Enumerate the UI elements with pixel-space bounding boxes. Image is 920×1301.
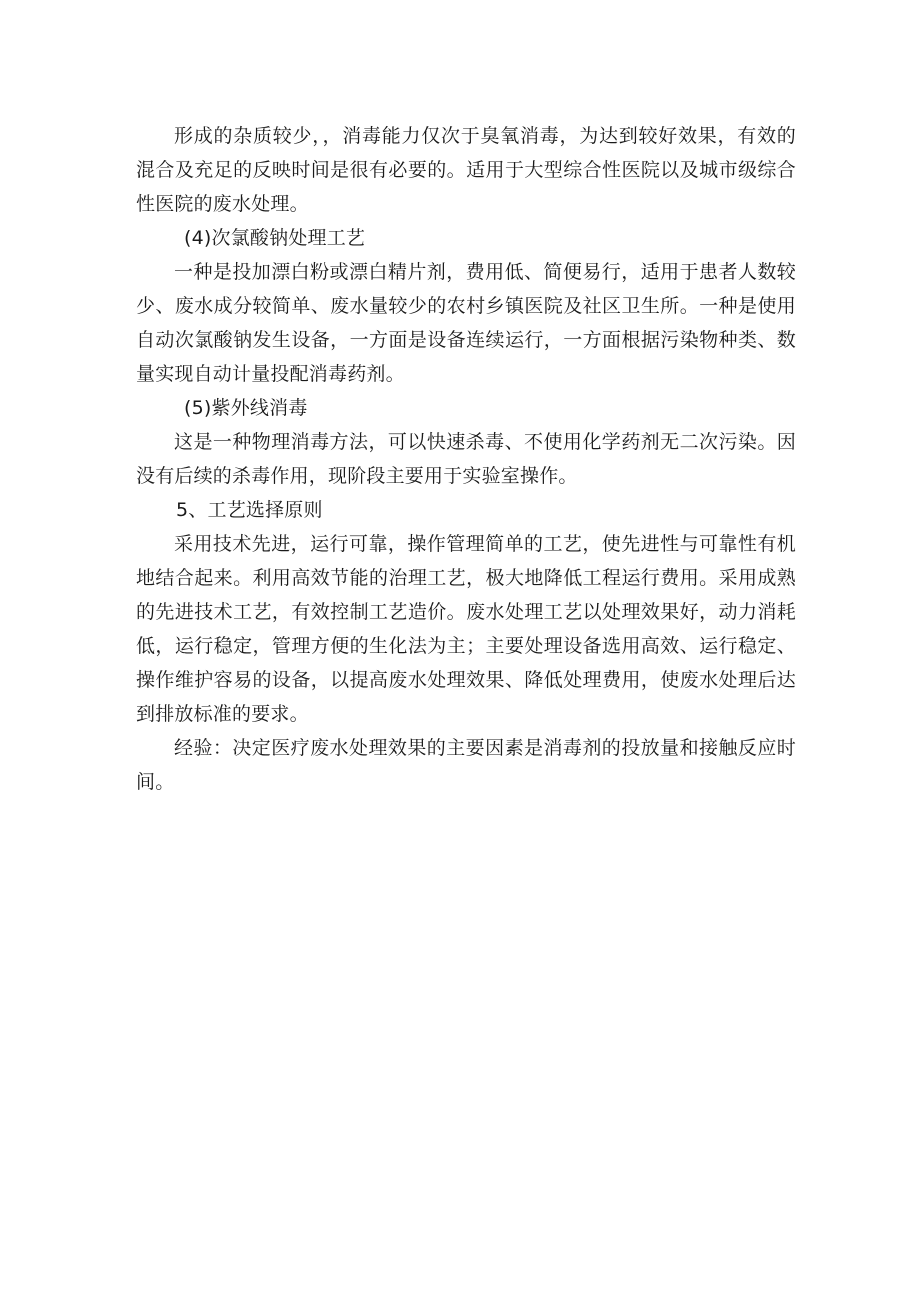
section-heading-sodium-hypochlorite: (4)次氯酸钠处理工艺 (184, 227, 366, 249)
section-heading-process-selection: 5、工艺选择原则 (176, 499, 323, 521)
paragraph-experience: 经验：决定医疗废水处理效果的主要因素是消毒剂的投放量和接触反应时间。 (136, 737, 796, 793)
section-heading-uv-disinfection: (5)紫外线消毒 (184, 397, 308, 419)
paragraph-process-selection: 采用技术先进，运行可靠，操作管理简单的工艺，使先进性与可靠性有机地结合起来。利用高效节能的治理工艺，极大地降低工程运行费用。采用成熟的先进技术工艺，有效控制工艺造价。废水处理工艺以处理效果好，动力消耗低，运行稳定，管理方便的生化法为主；主要处理设备选用高效、运行稳定、操作维护容易的设备，以提高废水处理效果、降低处理费用，使废水处理后达到排放标准的要求。 (136, 533, 796, 725)
document-body (136, 119, 796, 799)
paragraph-sodium-hypochlorite: 一种是投加漂白粉或漂白精片剂，费用低、简便易行，适用于患者人数较少、废水成分较简单、废水量较少的农村乡镇医院及社区卫生所。一种是使用自动次氯酸钠发生设备，一方面是设备连续运行，一方面根据污染物种类、数量实现自动计量投配消毒药剂。 (136, 261, 796, 385)
paragraph-chlorine-dioxide-continuation: 形成的杂质较少，，消毒能力仅次于臭氧消毒，为达到较好效果，有效的混合及充足的反映时间是很有必要的。适用于大型综合性医院以及城市级综合性医院的废水处理。 (136, 125, 796, 215)
paragraph-uv-disinfection: 这是一种物理消毒方法，可以快速杀毒、不使用化学药剂无二次污染。因没有后续的杀毒作用，现阶段主要用于实验室操作。 (136, 431, 796, 487)
